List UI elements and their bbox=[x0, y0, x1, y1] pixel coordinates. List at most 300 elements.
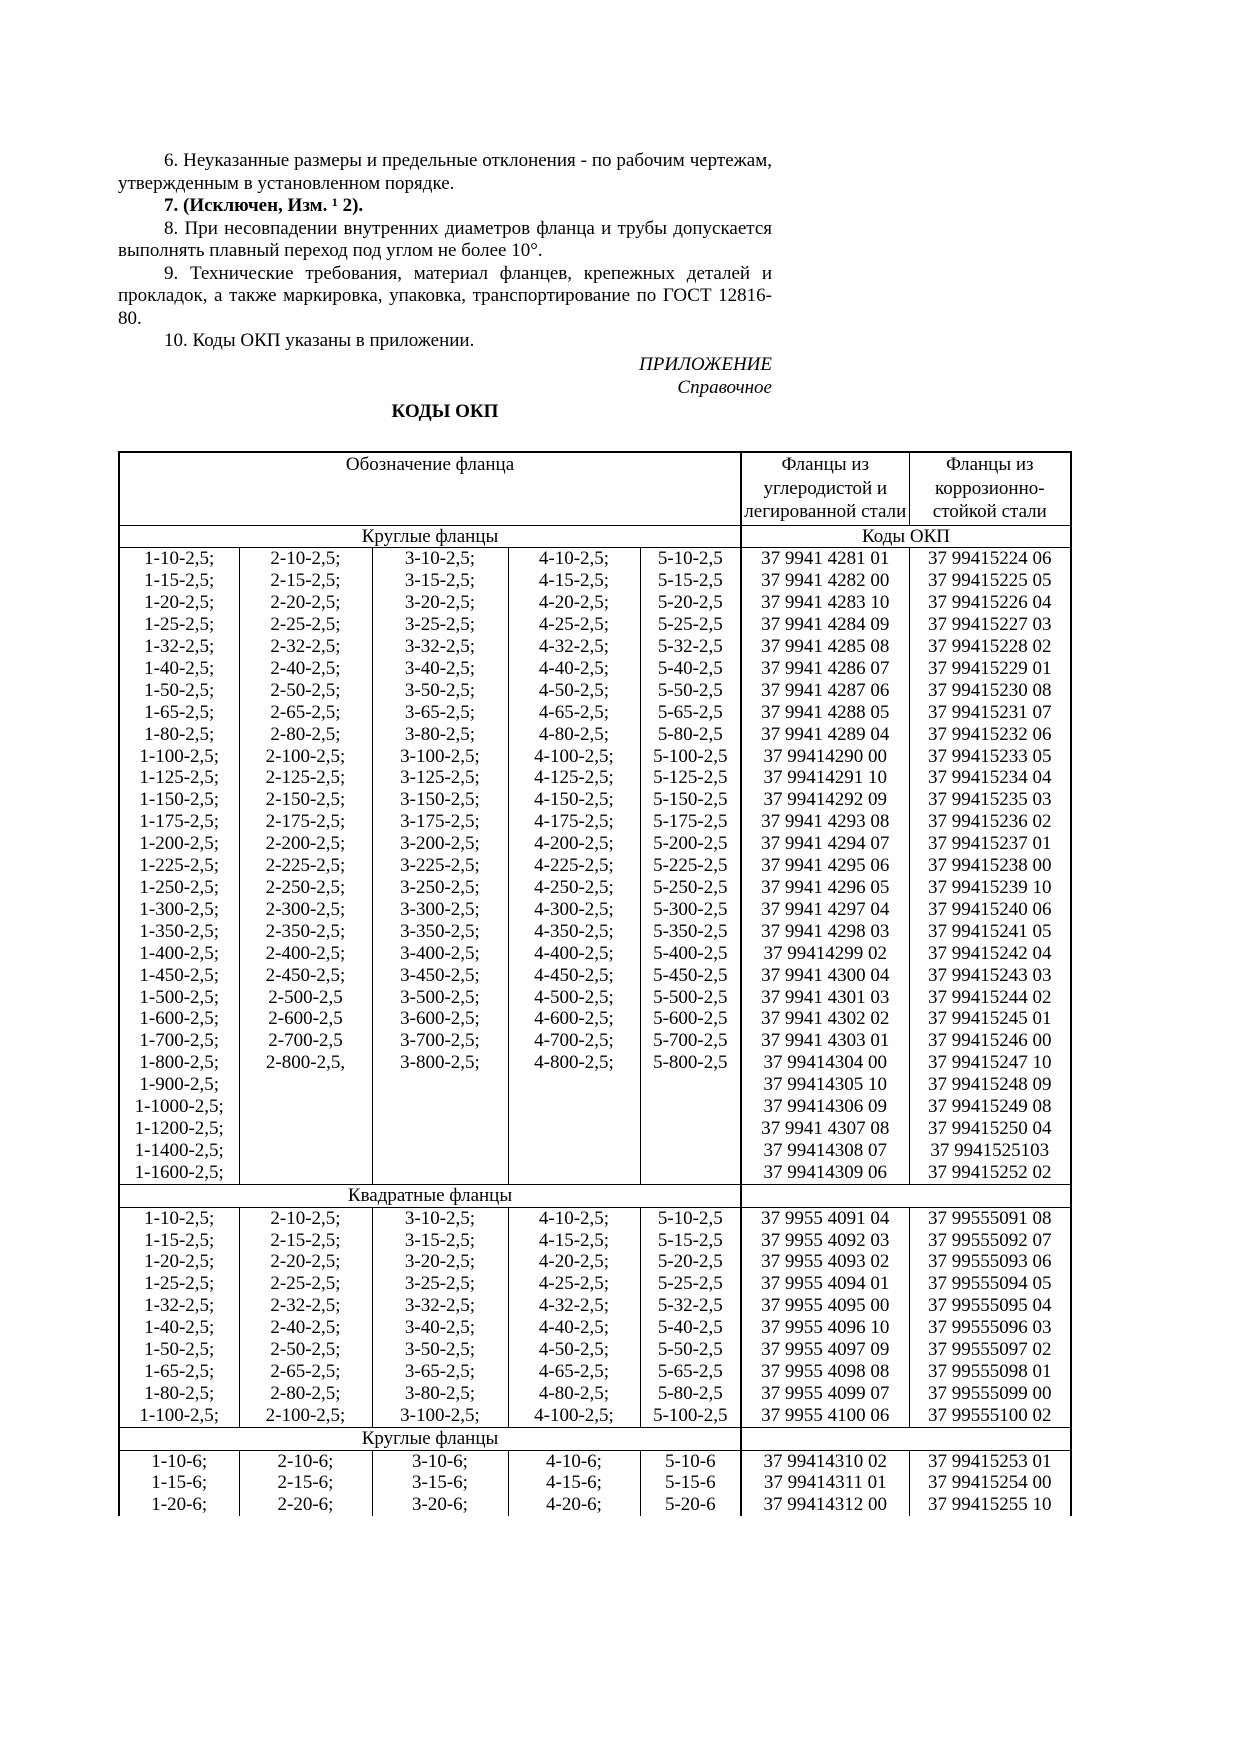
designation-cell: 3-15-2,5; bbox=[372, 1230, 508, 1252]
carbon-code-cell: 37 99414312 00 bbox=[741, 1494, 909, 1516]
designation-cell: 2-15-6; bbox=[239, 1472, 372, 1494]
stainless-code-cell: 37 99415232 06 bbox=[909, 724, 1071, 746]
carbon-code-cell: 37 99414292 09 bbox=[741, 789, 909, 811]
designation-cell bbox=[640, 1074, 741, 1096]
section-label: Круглые фланцы bbox=[119, 1427, 741, 1450]
codes-label bbox=[741, 1427, 1071, 1450]
stainless-code-cell: 37 99415255 10 bbox=[909, 1494, 1071, 1516]
table-body bbox=[119, 452, 1071, 1516]
header-carbon-steel: Фланцы из углеродистой и легированной стали bbox=[741, 452, 909, 525]
designation-cell: 5-200-2,5 bbox=[640, 833, 741, 855]
paragraph-8: 8. При несовпадении внутренних диаметров фланца и трубы допускается выполнять плавный переход под углом не более 10°. bbox=[118, 217, 772, 261]
designation-cell: 5-175-2,5 bbox=[640, 811, 741, 833]
designation-cell: 1-32-2,5; bbox=[119, 636, 239, 658]
designation-cell bbox=[239, 1074, 372, 1096]
carbon-code-cell: 37 9941 4302 02 bbox=[741, 1008, 909, 1030]
designation-cell: 3-20-2,5; bbox=[372, 592, 508, 614]
designation-cell: 4-50-2,5; bbox=[508, 1339, 640, 1361]
table-row bbox=[119, 965, 1071, 987]
designation-cell: 5-225-2,5 bbox=[640, 855, 741, 877]
stainless-code-cell: 37 99415247 10 bbox=[909, 1052, 1071, 1074]
designation-cell: 2-80-2,5; bbox=[239, 1383, 372, 1405]
carbon-code-cell: 37 9941 4284 09 bbox=[741, 614, 909, 636]
designation-cell: 2-65-2,5; bbox=[239, 1361, 372, 1383]
table-row bbox=[119, 1317, 1071, 1339]
designation-cell: 3-100-2,5; bbox=[372, 746, 508, 768]
carbon-code-cell: 37 9941 4295 06 bbox=[741, 855, 909, 877]
table-row bbox=[119, 1494, 1071, 1516]
designation-cell: 5-80-2,5 bbox=[640, 724, 741, 746]
designation-cell: 1-50-2,5; bbox=[119, 1339, 239, 1361]
designation-cell: 5-32-2,5 bbox=[640, 636, 741, 658]
table-row bbox=[119, 1251, 1071, 1273]
stainless-code-cell: 37 99415233 05 bbox=[909, 746, 1071, 768]
designation-cell: 3-100-2,5; bbox=[372, 1405, 508, 1427]
designation-cell: 4-25-2,5; bbox=[508, 1273, 640, 1295]
designation-cell: 2-600-2,5 bbox=[239, 1008, 372, 1030]
okp-codes-table bbox=[118, 451, 1072, 1516]
designation-cell bbox=[239, 1140, 372, 1162]
carbon-code-cell: 37 9941 4297 04 bbox=[741, 899, 909, 921]
carbon-code-cell: 37 9941 4294 07 bbox=[741, 833, 909, 855]
designation-cell: 1-800-2,5; bbox=[119, 1052, 239, 1074]
designation-cell: 5-800-2,5 bbox=[640, 1052, 741, 1074]
designation-cell: 2-15-2,5; bbox=[239, 570, 372, 592]
designation-cell: 1-1400-2,5; bbox=[119, 1140, 239, 1162]
designation-cell: 4-175-2,5; bbox=[508, 811, 640, 833]
table-row bbox=[119, 789, 1071, 811]
table-row bbox=[119, 811, 1071, 833]
designation-cell: 1-15-6; bbox=[119, 1472, 239, 1494]
designation-cell: 1-150-2,5; bbox=[119, 789, 239, 811]
designation-cell: 3-40-2,5; bbox=[372, 658, 508, 680]
carbon-code-cell: 37 9941 4298 03 bbox=[741, 921, 909, 943]
designation-cell: 2-65-2,5; bbox=[239, 702, 372, 724]
stainless-code-cell: 37 99415252 02 bbox=[909, 1162, 1071, 1184]
designation-cell: 5-20-2,5 bbox=[640, 1251, 741, 1273]
designation-cell bbox=[508, 1074, 640, 1096]
carbon-code-cell: 37 9941 4301 03 bbox=[741, 987, 909, 1009]
stainless-code-cell: 37 99415249 08 bbox=[909, 1096, 1071, 1118]
designation-cell: 2-50-2,5; bbox=[239, 680, 372, 702]
stainless-code-cell: 37 99415228 02 bbox=[909, 636, 1071, 658]
designation-cell: 3-25-2,5; bbox=[372, 614, 508, 636]
designation-cell: 1-200-2,5; bbox=[119, 833, 239, 855]
carbon-code-cell: 37 9955 4098 08 bbox=[741, 1361, 909, 1383]
designation-cell: 1-400-2,5; bbox=[119, 943, 239, 965]
carbon-code-cell: 37 9941 4288 05 bbox=[741, 702, 909, 724]
stainless-code-cell: 37 99415231 07 bbox=[909, 702, 1071, 724]
stainless-code-cell: 37 99415234 04 bbox=[909, 767, 1071, 789]
table-row bbox=[119, 1096, 1071, 1118]
carbon-code-cell: 37 99414290 00 bbox=[741, 746, 909, 768]
designation-cell: 4-50-2,5; bbox=[508, 680, 640, 702]
carbon-code-cell: 37 99414304 00 bbox=[741, 1052, 909, 1074]
carbon-code-cell: 37 9941 4289 04 bbox=[741, 724, 909, 746]
codes-label: Коды ОКП bbox=[741, 525, 1071, 548]
designation-cell: 2-100-2,5; bbox=[239, 1405, 372, 1427]
designation-cell: 4-700-2,5; bbox=[508, 1030, 640, 1052]
table-row bbox=[119, 1405, 1071, 1427]
table-row bbox=[119, 877, 1071, 899]
designation-cell: 3-10-2,5; bbox=[372, 548, 508, 570]
designation-cell: 5-500-2,5 bbox=[640, 987, 741, 1009]
stainless-code-cell: 37 99415227 03 bbox=[909, 614, 1071, 636]
designation-cell: 1-20-2,5; bbox=[119, 592, 239, 614]
designation-cell: 2-300-2,5; bbox=[239, 899, 372, 921]
designation-cell: 4-20-2,5; bbox=[508, 592, 640, 614]
table-header-row bbox=[119, 452, 1071, 525]
designation-cell: 5-50-2,5 bbox=[640, 1339, 741, 1361]
designation-cell: 2-125-2,5; bbox=[239, 767, 372, 789]
table-row bbox=[119, 767, 1071, 789]
designation-cell bbox=[508, 1096, 640, 1118]
carbon-code-cell: 37 9955 4097 09 bbox=[741, 1339, 909, 1361]
designation-cell: 4-125-2,5; bbox=[508, 767, 640, 789]
designation-cell: 3-80-2,5; bbox=[372, 724, 508, 746]
stainless-code-cell: 37 9941525103 bbox=[909, 1140, 1071, 1162]
designation-cell: 4-100-2,5; bbox=[508, 746, 640, 768]
table-row bbox=[119, 702, 1071, 724]
designation-cell: 5-100-2,5 bbox=[640, 746, 741, 768]
designation-cell: 4-15-6; bbox=[508, 1472, 640, 1494]
table-row bbox=[119, 724, 1071, 746]
designation-cell: 5-125-2,5 bbox=[640, 767, 741, 789]
designation-cell: 3-10-2,5; bbox=[372, 1207, 508, 1229]
designation-cell: 4-10-6; bbox=[508, 1450, 640, 1472]
designation-cell: 4-600-2,5; bbox=[508, 1008, 640, 1030]
carbon-code-cell: 37 99414311 01 bbox=[741, 1472, 909, 1494]
designation-cell: 3-250-2,5; bbox=[372, 877, 508, 899]
section-header-row bbox=[119, 1427, 1071, 1450]
designation-cell bbox=[239, 1162, 372, 1184]
designation-cell: 3-300-2,5; bbox=[372, 899, 508, 921]
designation-cell: 1-700-2,5; bbox=[119, 1030, 239, 1052]
stainless-code-cell: 37 99415238 00 bbox=[909, 855, 1071, 877]
designation-cell: 1-100-2,5; bbox=[119, 746, 239, 768]
designation-cell: 2-32-2,5; bbox=[239, 636, 372, 658]
designation-cell: 3-450-2,5; bbox=[372, 965, 508, 987]
designation-cell bbox=[640, 1118, 741, 1140]
carbon-code-cell: 37 9955 4093 02 bbox=[741, 1251, 909, 1273]
designation-cell: 2-350-2,5; bbox=[239, 921, 372, 943]
designation-cell: 2-450-2,5; bbox=[239, 965, 372, 987]
table-row bbox=[119, 899, 1071, 921]
stainless-code-cell: 37 99415229 01 bbox=[909, 658, 1071, 680]
carbon-code-cell: 37 99414306 09 bbox=[741, 1096, 909, 1118]
designation-cell bbox=[508, 1118, 640, 1140]
designation-cell: 5-150-2,5 bbox=[640, 789, 741, 811]
designation-cell: 1-50-2,5; bbox=[119, 680, 239, 702]
stainless-code-cell: 37 99555091 08 bbox=[909, 1207, 1071, 1229]
designation-cell bbox=[508, 1140, 640, 1162]
carbon-code-cell: 37 9955 4092 03 bbox=[741, 1230, 909, 1252]
paragraph-7: 7. (Исключен, Изм. ¹ 2). bbox=[164, 195, 364, 216]
designation-cell: 1-20-6; bbox=[119, 1494, 239, 1516]
table-row bbox=[119, 746, 1071, 768]
designation-cell: 1-175-2,5; bbox=[119, 811, 239, 833]
designation-cell: 4-250-2,5; bbox=[508, 877, 640, 899]
table-row bbox=[119, 1118, 1071, 1140]
designation-cell: 5-40-2,5 bbox=[640, 658, 741, 680]
designation-cell: 5-10-2,5 bbox=[640, 1207, 741, 1229]
table-row bbox=[119, 1273, 1071, 1295]
designation-cell bbox=[372, 1140, 508, 1162]
designation-cell: 5-65-2,5 bbox=[640, 1361, 741, 1383]
carbon-code-cell: 37 9955 4091 04 bbox=[741, 1207, 909, 1229]
stainless-code-cell: 37 99555100 02 bbox=[909, 1405, 1071, 1427]
designation-cell: 5-65-2,5 bbox=[640, 702, 741, 724]
carbon-code-cell: 37 9941 4283 10 bbox=[741, 592, 909, 614]
designation-cell: 1-250-2,5; bbox=[119, 877, 239, 899]
table-row bbox=[119, 833, 1071, 855]
designation-cell: 1-32-2,5; bbox=[119, 1295, 239, 1317]
designation-cell: 2-40-2,5; bbox=[239, 1317, 372, 1339]
stainless-code-cell: 37 99555096 03 bbox=[909, 1317, 1071, 1339]
designation-cell: 4-65-2,5; bbox=[508, 1361, 640, 1383]
carbon-code-cell: 37 9941 4281 01 bbox=[741, 548, 909, 570]
designation-cell: 1-125-2,5; bbox=[119, 767, 239, 789]
stainless-code-cell: 37 99415230 08 bbox=[909, 680, 1071, 702]
designation-cell: 1-65-2,5; bbox=[119, 1361, 239, 1383]
designation-cell: 4-200-2,5; bbox=[508, 833, 640, 855]
designation-cell: 3-125-2,5; bbox=[372, 767, 508, 789]
designation-cell: 1-10-6; bbox=[119, 1450, 239, 1472]
designation-cell: 3-225-2,5; bbox=[372, 855, 508, 877]
designation-cell: 1-40-2,5; bbox=[119, 1317, 239, 1339]
stainless-code-cell: 37 99415248 09 bbox=[909, 1074, 1071, 1096]
designation-cell: 1-100-2,5; bbox=[119, 1405, 239, 1427]
designation-cell: 4-450-2,5; bbox=[508, 965, 640, 987]
table-row bbox=[119, 943, 1071, 965]
designation-cell: 5-100-2,5 bbox=[640, 1405, 741, 1427]
designation-cell bbox=[372, 1096, 508, 1118]
table-row bbox=[119, 1339, 1071, 1361]
designation-cell: 5-15-6 bbox=[640, 1472, 741, 1494]
designation-cell: 4-40-2,5; bbox=[508, 658, 640, 680]
table-row bbox=[119, 1230, 1071, 1252]
stainless-code-cell: 37 99555092 07 bbox=[909, 1230, 1071, 1252]
designation-cell bbox=[640, 1140, 741, 1162]
table-row bbox=[119, 1361, 1071, 1383]
designation-cell: 2-40-2,5; bbox=[239, 658, 372, 680]
designation-cell: 4-800-2,5; bbox=[508, 1052, 640, 1074]
designation-cell: 1-10-2,5; bbox=[119, 548, 239, 570]
designation-cell: 2-10-2,5; bbox=[239, 1207, 372, 1229]
designation-cell: 3-350-2,5; bbox=[372, 921, 508, 943]
stainless-code-cell: 37 99415253 01 bbox=[909, 1450, 1071, 1472]
designation-cell: 1-20-2,5; bbox=[119, 1251, 239, 1273]
designation-cell: 5-10-6 bbox=[640, 1450, 741, 1472]
designation-cell: 3-10-6; bbox=[372, 1450, 508, 1472]
table-row bbox=[119, 1450, 1071, 1472]
appendix-label: ПРИЛОЖЕНИЕ bbox=[639, 353, 772, 375]
designation-cell: 2-20-2,5; bbox=[239, 592, 372, 614]
designation-cell bbox=[239, 1096, 372, 1118]
designation-cell: 5-25-2,5 bbox=[640, 1273, 741, 1295]
table-row bbox=[119, 570, 1071, 592]
designation-cell: 3-15-6; bbox=[372, 1472, 508, 1494]
codes-label bbox=[741, 1184, 1071, 1207]
table-row bbox=[119, 921, 1071, 943]
designation-cell: 2-10-6; bbox=[239, 1450, 372, 1472]
carbon-code-cell: 37 9941 4293 08 bbox=[741, 811, 909, 833]
stainless-code-cell: 37 99415224 06 bbox=[909, 548, 1071, 570]
designation-cell: 2-400-2,5; bbox=[239, 943, 372, 965]
designation-cell: 4-15-2,5; bbox=[508, 1230, 640, 1252]
carbon-code-cell: 37 99414309 06 bbox=[741, 1162, 909, 1184]
designation-cell: 2-32-2,5; bbox=[239, 1295, 372, 1317]
stainless-code-cell: 37 99415236 02 bbox=[909, 811, 1071, 833]
designation-cell: 1-1200-2,5; bbox=[119, 1118, 239, 1140]
designation-cell: 5-350-2,5 bbox=[640, 921, 741, 943]
codes-title: КОДЫ ОКП bbox=[391, 400, 499, 422]
designation-cell: 2-700-2,5 bbox=[239, 1030, 372, 1052]
designation-cell: 1-350-2,5; bbox=[119, 921, 239, 943]
table-row bbox=[119, 1030, 1071, 1052]
table-row bbox=[119, 1472, 1071, 1494]
designation-cell: 4-350-2,5; bbox=[508, 921, 640, 943]
designation-cell: 5-50-2,5 bbox=[640, 680, 741, 702]
designation-cell: 4-500-2,5; bbox=[508, 987, 640, 1009]
designation-cell: 5-20-2,5 bbox=[640, 592, 741, 614]
carbon-code-cell: 37 9941 4285 08 bbox=[741, 636, 909, 658]
designation-cell: 3-200-2,5; bbox=[372, 833, 508, 855]
designation-cell: 1-15-2,5; bbox=[119, 1230, 239, 1252]
stainless-code-cell: 37 99415241 05 bbox=[909, 921, 1071, 943]
designation-cell bbox=[640, 1096, 741, 1118]
designation-cell: 1-300-2,5; bbox=[119, 899, 239, 921]
carbon-code-cell: 37 9955 4096 10 bbox=[741, 1317, 909, 1339]
designation-cell: 4-40-2,5; bbox=[508, 1317, 640, 1339]
designation-cell: 4-20-2,5; bbox=[508, 1251, 640, 1273]
designation-cell: 1-80-2,5; bbox=[119, 1383, 239, 1405]
designation-cell: 3-65-2,5; bbox=[372, 702, 508, 724]
stainless-code-cell: 37 99555098 01 bbox=[909, 1361, 1071, 1383]
carbon-code-cell: 37 9941 4296 05 bbox=[741, 877, 909, 899]
carbon-code-cell: 37 9941 4286 07 bbox=[741, 658, 909, 680]
carbon-code-cell: 37 99414305 10 bbox=[741, 1074, 909, 1096]
table-row bbox=[119, 1383, 1071, 1405]
designation-cell: 1-600-2,5; bbox=[119, 1008, 239, 1030]
carbon-code-cell: 37 99414310 02 bbox=[741, 1450, 909, 1472]
table-row bbox=[119, 1008, 1071, 1030]
carbon-code-cell: 37 9955 4094 01 bbox=[741, 1273, 909, 1295]
carbon-code-cell: 37 9955 4099 07 bbox=[741, 1383, 909, 1405]
designation-cell: 4-80-2,5; bbox=[508, 724, 640, 746]
designation-cell: 3-700-2,5; bbox=[372, 1030, 508, 1052]
designation-cell: 5-400-2,5 bbox=[640, 943, 741, 965]
stainless-code-cell: 37 99415239 10 bbox=[909, 877, 1071, 899]
paragraph-10: 10. Коды ОКП указаны в приложении. bbox=[164, 330, 475, 351]
designation-cell: 3-150-2,5; bbox=[372, 789, 508, 811]
designation-cell: 5-250-2,5 bbox=[640, 877, 741, 899]
designation-cell: 4-32-2,5; bbox=[508, 636, 640, 658]
designation-cell: 5-15-2,5 bbox=[640, 1230, 741, 1252]
table-row bbox=[119, 1295, 1071, 1317]
designation-cell: 1-10-2,5; bbox=[119, 1207, 239, 1229]
designation-cell bbox=[372, 1162, 508, 1184]
stainless-code-cell: 37 99415244 02 bbox=[909, 987, 1071, 1009]
designation-cell: 5-20-6 bbox=[640, 1494, 741, 1516]
designation-cell: 4-300-2,5; bbox=[508, 899, 640, 921]
carbon-code-cell: 37 99414291 10 bbox=[741, 767, 909, 789]
designation-cell: 2-50-2,5; bbox=[239, 1339, 372, 1361]
designation-cell: 3-600-2,5; bbox=[372, 1008, 508, 1030]
stainless-code-cell: 37 99415242 04 bbox=[909, 943, 1071, 965]
designation-cell: 4-25-2,5; bbox=[508, 614, 640, 636]
stainless-code-cell: 37 99415246 00 bbox=[909, 1030, 1071, 1052]
table-row bbox=[119, 592, 1071, 614]
carbon-code-cell: 37 99414308 07 bbox=[741, 1140, 909, 1162]
carbon-code-cell: 37 9941 4307 08 bbox=[741, 1118, 909, 1140]
section-header-row bbox=[119, 525, 1071, 548]
section-header-row bbox=[119, 1184, 1071, 1207]
designation-cell: 2-225-2,5; bbox=[239, 855, 372, 877]
stainless-code-cell: 37 99555094 05 bbox=[909, 1273, 1071, 1295]
designation-cell: 4-225-2,5; bbox=[508, 855, 640, 877]
designation-cell: 1-500-2,5; bbox=[119, 987, 239, 1009]
designation-cell: 3-400-2,5; bbox=[372, 943, 508, 965]
designation-cell: 2-15-2,5; bbox=[239, 1230, 372, 1252]
designation-cell: 2-25-2,5; bbox=[239, 614, 372, 636]
designation-cell: 3-50-2,5; bbox=[372, 680, 508, 702]
designation-cell: 5-15-2,5 bbox=[640, 570, 741, 592]
designation-cell: 3-65-2,5; bbox=[372, 1361, 508, 1383]
stainless-code-cell: 37 99555093 06 bbox=[909, 1251, 1071, 1273]
designation-cell: 2-500-2,5 bbox=[239, 987, 372, 1009]
table-row bbox=[119, 548, 1071, 570]
designation-cell: 1-25-2,5; bbox=[119, 614, 239, 636]
table-row bbox=[119, 1162, 1071, 1184]
designation-cell: 5-25-2,5 bbox=[640, 614, 741, 636]
carbon-code-cell: 37 9941 4303 01 bbox=[741, 1030, 909, 1052]
designation-cell: 5-700-2,5 bbox=[640, 1030, 741, 1052]
designation-cell: 4-15-2,5; bbox=[508, 570, 640, 592]
designation-cell: 4-10-2,5; bbox=[508, 1207, 640, 1229]
stainless-code-cell: 37 99415243 03 bbox=[909, 965, 1071, 987]
table-row bbox=[119, 855, 1071, 877]
carbon-code-cell: 37 9955 4095 00 bbox=[741, 1295, 909, 1317]
designation-cell: 3-500-2,5; bbox=[372, 987, 508, 1009]
table-row bbox=[119, 1207, 1071, 1229]
carbon-code-cell: 37 99414299 02 bbox=[741, 943, 909, 965]
designation-cell: 3-800-2,5; bbox=[372, 1052, 508, 1074]
table-row bbox=[119, 680, 1071, 702]
header-stainless-steel: Фланцы из коррозионно-стойкой стали bbox=[909, 452, 1071, 525]
designation-cell: 3-32-2,5; bbox=[372, 636, 508, 658]
designation-cell: 4-150-2,5; bbox=[508, 789, 640, 811]
carbon-code-cell: 37 9941 4282 00 bbox=[741, 570, 909, 592]
designation-cell: 3-20-2,5; bbox=[372, 1251, 508, 1273]
designation-cell: 5-300-2,5 bbox=[640, 899, 741, 921]
designation-cell: 5-10-2,5 bbox=[640, 548, 741, 570]
designation-cell: 2-150-2,5; bbox=[239, 789, 372, 811]
designation-cell bbox=[640, 1162, 741, 1184]
designation-cell: 1-40-2,5; bbox=[119, 658, 239, 680]
document-page bbox=[118, 150, 1070, 1516]
designation-cell bbox=[239, 1118, 372, 1140]
stainless-code-cell: 37 99555095 04 bbox=[909, 1295, 1071, 1317]
designation-cell: 2-250-2,5; bbox=[239, 877, 372, 899]
stainless-code-cell: 37 99415226 04 bbox=[909, 592, 1071, 614]
section-label: Квадратные фланцы bbox=[119, 1184, 741, 1207]
designation-cell: 4-32-2,5; bbox=[508, 1295, 640, 1317]
designation-cell: 1-1600-2,5; bbox=[119, 1162, 239, 1184]
table-row bbox=[119, 636, 1071, 658]
designation-cell: 2-25-2,5; bbox=[239, 1273, 372, 1295]
designation-cell: 1-25-2,5; bbox=[119, 1273, 239, 1295]
